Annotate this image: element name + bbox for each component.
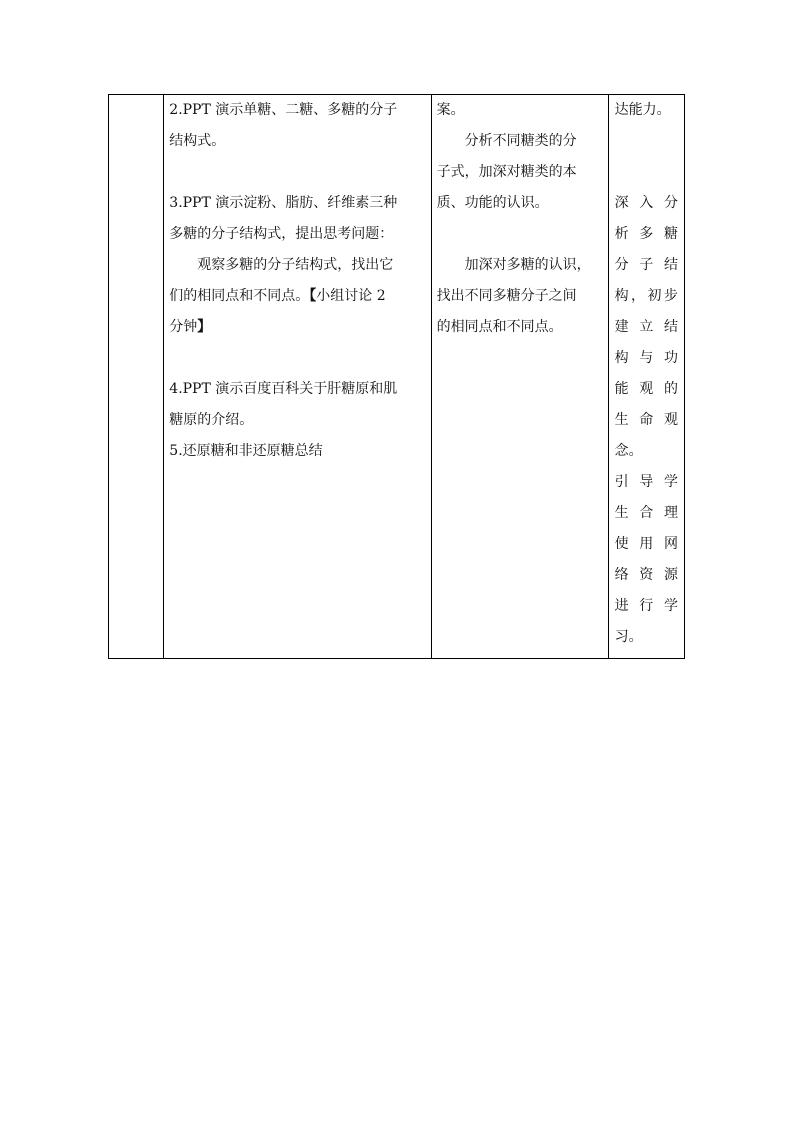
col3-para1-line3: 质、功能的认识。: [436, 195, 549, 211]
group-discussion-text: 小组讨论 2: [316, 288, 386, 304]
col3-para1-line2: 子式，加深对糖类的本: [436, 164, 577, 180]
design-intent-cell: [608, 95, 684, 659]
col4-h1: 引 导 学: [614, 474, 678, 490]
close-bracket: 】: [197, 319, 212, 335]
item3-question-line3: [169, 312, 425, 343]
col4-g3: 分 子 结: [614, 257, 678, 273]
item3-question-line1: 观察多糖的分子结构式，找出它: [197, 257, 394, 273]
spacer: [437, 219, 603, 250]
open-bracket: 【: [309, 288, 317, 304]
spacer: [169, 157, 425, 188]
col4-g5: 建 立 结: [614, 319, 678, 335]
student-activity-cell: [431, 95, 608, 659]
item3-line2: 多糖的分子结构式，提出思考问题：: [169, 226, 394, 242]
stage-cell: [109, 95, 164, 659]
col4-g4: 构，初步: [614, 288, 678, 304]
spacer: [169, 343, 425, 374]
lesson-plan-table: [108, 94, 685, 659]
col4-h5: 进 行 学: [614, 598, 678, 614]
item3-question-line2: [169, 281, 425, 312]
item2-line1: 2.PPT 演示单糖、二糖、多糖的分子: [169, 102, 398, 118]
col3-line1: 案。: [436, 102, 465, 118]
col4-line1: 达能力。: [614, 102, 671, 118]
col4-h4: 络 资 源: [614, 567, 678, 583]
spacer: [615, 157, 678, 188]
col4-g6: 构 与 功: [614, 350, 678, 366]
col4-g8: 生 命 观: [614, 412, 678, 428]
table-row: [109, 95, 685, 659]
item4-line2: 糖原的介绍。: [169, 412, 254, 428]
item3-question-text: 们的相同点和不同点。: [169, 288, 310, 304]
col3-para2-line3: 的相同点和不同点。: [436, 319, 563, 335]
col4-g9: 念。: [614, 443, 643, 459]
spacer: [615, 126, 678, 157]
col4-h6: 习。: [614, 629, 643, 645]
col4-g1: 深 入 分: [614, 195, 678, 211]
col3-para2-line2: 找出不同多糖分子之间: [436, 288, 577, 304]
item5-line1: 5.还原糖和非还原糖总结: [169, 443, 323, 459]
col3-para1-line1: 分析不同糖类的分: [464, 133, 577, 149]
item3-line1: 3.PPT 演示淀粉、脂肪、纤维素三种: [169, 195, 398, 211]
teacher-activity-cell: [164, 95, 431, 659]
item2-line2: 结构式。: [169, 133, 226, 149]
col4-g7: 能 观 的: [614, 381, 678, 397]
col4-h3: 使 用 网: [614, 536, 678, 552]
item4-line1: 4.PPT 演示百度百科关于肝糖原和肌: [169, 381, 398, 397]
col3-para2-line1: 加深对多糖的认识，: [464, 257, 591, 273]
minutes-text: 分钟: [169, 319, 198, 335]
col4-g2: 析 多 糖: [614, 226, 678, 242]
col4-h2: 生 合 理: [614, 505, 678, 521]
